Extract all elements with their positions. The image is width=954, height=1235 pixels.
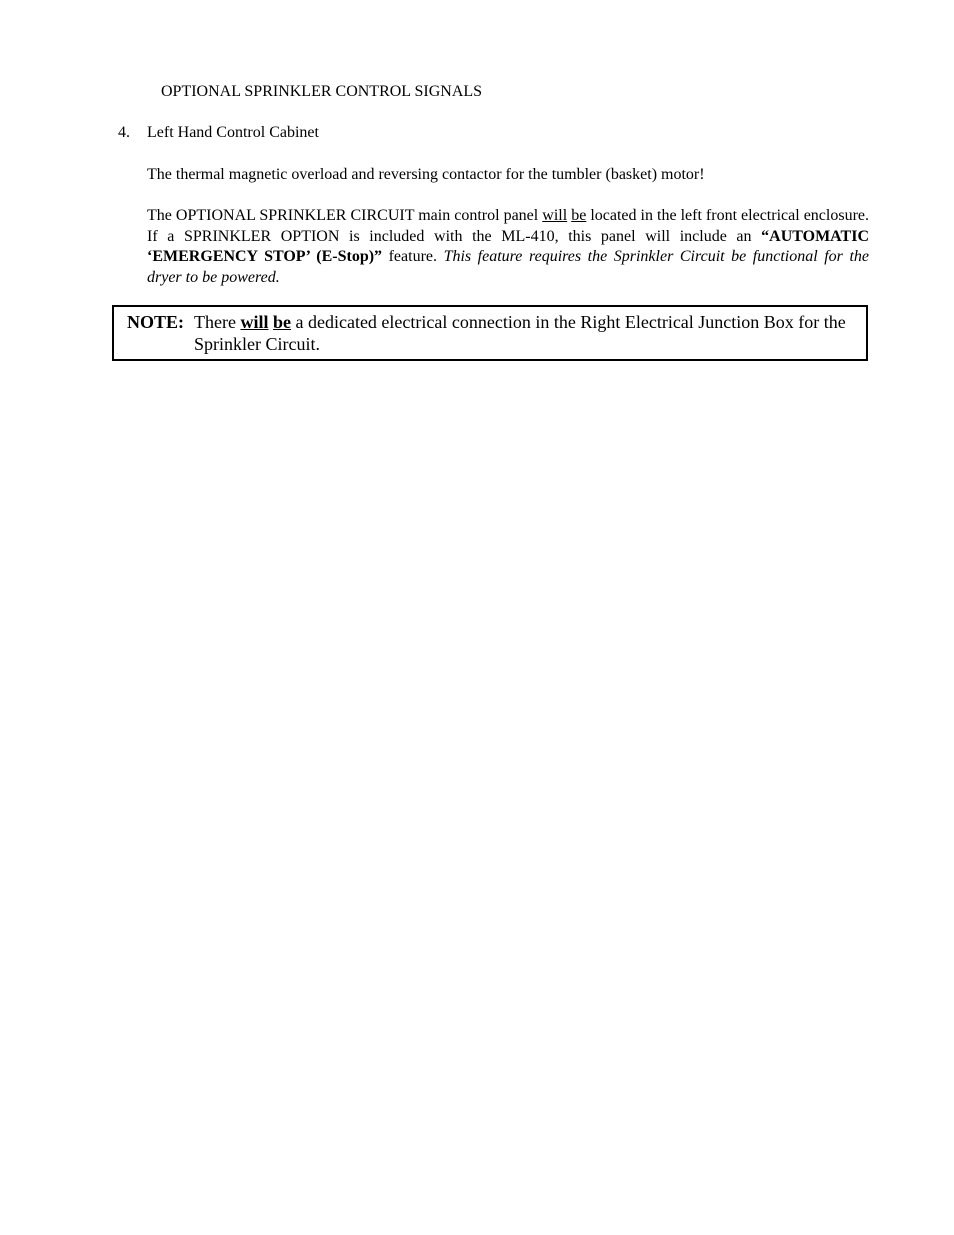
list-item [118,123,319,143]
underlined-word-be: be [571,207,587,224]
list-item-title: Left Hand Control Cabinet [147,124,319,141]
note-emphasis-be: be [272,312,291,332]
note-text-part: a dedicated electrical connection in the Right Electrical Junction Box for the Sprinkler Circuit. [194,312,846,354]
paragraph-tumbler-motor: The thermal magnetic overload and reversing contactor for the tumbler (basket) motor! [147,166,705,183]
list-item-number: 4. [118,124,130,141]
feature-requirement-note: This feature requires the Sprinkler Circuit be functional for the dryer to be powered. [147,248,870,287]
paragraph-sprinkler-panel [147,206,869,289]
underlined-word-will: will [542,207,568,224]
note-emphasis-will: will [240,312,269,332]
paragraph-text: feature. [382,248,444,266]
note-label: NOTE: [127,312,185,332]
estop-feature-name: “AUTOMATIC ‘EMERGENCY STOP’ (E-Stop)” [147,227,869,266]
paragraph-text: The OPTIONAL SPRINKLER CIRCUIT main control panel [147,207,543,224]
paragraph-text: located in the left front electrical enclosure. If a SPRINKLER OPTION is included with the ML-410, this panel will include an [147,207,870,245]
note-text-part: There [194,312,241,332]
note-text [194,311,859,355]
section-heading: OPTIONAL SPRINKLER CONTROL SIGNALS [161,83,483,100]
note-box [112,305,868,361]
